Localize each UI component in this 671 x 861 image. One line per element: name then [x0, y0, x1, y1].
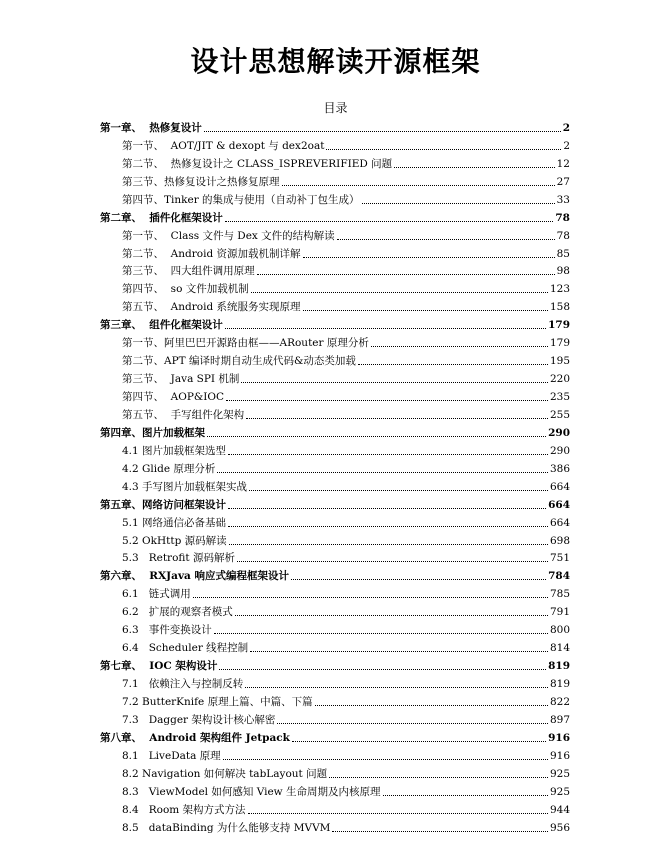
toc-entry-label: 第四章、图片加载框架 [100, 426, 205, 439]
toc-entry-label: 5.2 OkHttp 源码解读 [122, 534, 227, 547]
toc-entry-page: 27 [556, 175, 570, 188]
toc-entry-label: 第二章、 插件化框架设计 [100, 211, 223, 224]
toc-entry-label: 第二节、 热修复设计之 CLASS_ISPREVERIFIED 问题 [122, 157, 393, 170]
toc-entry-label: 第八章、 Android 架构组件 Jetpack [100, 731, 290, 744]
toc-chapter-entry[interactable] [100, 727, 570, 745]
toc-entry-page: 698 [549, 534, 570, 547]
toc-entry-label: 4.3 手写图片加载框架实战 [122, 480, 248, 493]
toc-section-entry[interactable] [100, 763, 570, 781]
toc-entry-label: 6.4 Scheduler 线程控制 [122, 642, 249, 655]
toc-entry-label: 第四节、Tinker 的集成与使用（自动补丁包生成） [122, 193, 360, 206]
toc-entry-label: 8.5 dataBinding 为什么能够支持 MVVM [122, 821, 331, 834]
toc-entry-page: 814 [549, 642, 570, 655]
toc-section-entry[interactable] [100, 440, 570, 458]
dot-leader [362, 203, 555, 204]
toc-section-entry[interactable] [100, 332, 570, 350]
table-of-contents [100, 117, 570, 835]
dot-leader [292, 741, 546, 742]
toc-entry-page: 800 [549, 624, 570, 637]
toc-entry-page: 33 [556, 193, 570, 206]
toc-section-entry[interactable] [100, 243, 570, 261]
toc-entry-page: 78 [555, 211, 570, 224]
toc-entry-label: 第五节、 手写组件化架构 [122, 408, 245, 421]
toc-entry-label: 第三章、 组件化框架设计 [100, 319, 223, 332]
toc-entry-page: 12 [556, 157, 570, 170]
dot-leader [204, 131, 561, 132]
toc-section-entry[interactable] [100, 386, 570, 404]
toc-section-entry[interactable] [100, 153, 570, 171]
toc-section-entry[interactable] [100, 601, 570, 619]
dot-leader [219, 669, 546, 670]
toc-entry-label: 第一节、 Class 文件与 Dex 文件的结构解读 [122, 229, 335, 242]
toc-entry-label: 第二节、 Android 资源加载机制详解 [122, 247, 301, 260]
toc-section-entry[interactable] [100, 350, 570, 368]
dot-leader [303, 257, 555, 258]
toc-section-entry[interactable] [100, 512, 570, 530]
toc-entry-label: 第二节、APT 编译时期自动生成代码&动态类加载 [122, 355, 356, 368]
toc-chapter-entry[interactable] [100, 422, 570, 440]
toc-entry-page: 2 [563, 139, 570, 152]
dot-leader [332, 831, 548, 832]
toc-section-entry[interactable] [100, 368, 570, 386]
toc-entry-page: 179 [549, 337, 570, 350]
toc-entry-page: 916 [548, 731, 570, 744]
dot-leader [228, 526, 548, 527]
dot-leader [303, 310, 548, 311]
toc-entry-page: 255 [549, 408, 570, 421]
toc-section-entry[interactable] [100, 225, 570, 243]
toc-section-entry[interactable] [100, 637, 570, 655]
toc-section-entry[interactable] [100, 404, 570, 422]
toc-chapter-entry[interactable] [100, 117, 570, 135]
toc-section-entry[interactable] [100, 673, 570, 691]
toc-entry-page: 925 [549, 785, 570, 798]
toc-entry-page: 98 [556, 265, 570, 278]
toc-entry-page: 664 [549, 480, 570, 493]
toc-entry-page: 78 [556, 229, 570, 242]
dot-leader [246, 418, 548, 419]
dot-leader [250, 651, 548, 652]
toc-entry-label: 第三节、 Java SPI 机制 [122, 373, 240, 386]
dot-leader [282, 185, 555, 186]
dot-leader [249, 490, 548, 491]
toc-section-entry[interactable] [100, 691, 570, 709]
toc-entry-page: 290 [548, 426, 570, 439]
toc-section-entry[interactable] [100, 476, 570, 494]
toc-chapter-entry[interactable] [100, 207, 570, 225]
toc-entry-page: 158 [549, 301, 570, 314]
toc-entry-page: 235 [549, 391, 570, 403]
toc-entry-page: 791 [549, 606, 570, 619]
toc-section-entry[interactable] [100, 278, 570, 296]
toc-entry-label: 8.4 Room 架构方式方法 [122, 803, 246, 816]
dot-leader [228, 508, 546, 509]
toc-entry-page: 179 [548, 319, 570, 332]
dot-leader [291, 579, 546, 580]
toc-section-entry[interactable] [100, 189, 570, 207]
dot-leader [214, 633, 548, 634]
dot-leader [241, 382, 548, 383]
toc-entry-page: 386 [549, 462, 570, 475]
toc-entry-page: 784 [548, 570, 570, 583]
dot-leader [394, 167, 554, 168]
toc-entry-page: 85 [556, 247, 570, 260]
dot-leader [315, 705, 548, 706]
dot-leader [248, 813, 548, 814]
toc-chapter-entry[interactable] [100, 314, 570, 332]
toc-entry-label: 第五节、 Android 系统服务实现原理 [122, 301, 301, 314]
dot-leader [235, 615, 548, 616]
dot-leader [383, 795, 548, 796]
toc-section-entry[interactable] [100, 261, 570, 279]
toc-entry-page: 664 [549, 516, 570, 529]
toc-section-entry[interactable] [100, 530, 570, 548]
toc-entry-label: 第四节、 so 文件加载机制 [122, 283, 249, 296]
dot-leader [245, 687, 548, 688]
toc-entry-label: 第六章、 RXJava 响应式编程框架设计 [100, 570, 290, 583]
toc-entry-label: 第五章、网络访问框架设计 [100, 498, 226, 511]
dot-leader [251, 292, 548, 293]
toc-entry-label: 第一章、 热修复设计 [100, 121, 202, 134]
toc-section-entry[interactable] [100, 709, 570, 727]
toc-entry-page: 751 [549, 552, 570, 565]
toc-entry-page: 819 [549, 678, 570, 690]
toc-entry-page: 944 [549, 803, 570, 816]
toc-entry-label: 第三节、 四大组件调用原理 [122, 265, 255, 278]
dot-leader [207, 436, 546, 437]
toc-section-entry[interactable] [100, 799, 570, 817]
toc-entry-label: 4.1 图片加载框架选型 [122, 444, 227, 457]
toc-entry-label: 第一节、 AOT/JIT & dexopt 与 dex2oat [122, 139, 325, 152]
toc-section-entry[interactable] [100, 781, 570, 799]
toc-section-entry[interactable] [100, 548, 570, 566]
toc-heading: 目录 [323, 101, 348, 115]
document-title: 设计思想解读开源框架 [190, 45, 481, 78]
toc-entry-page: 123 [549, 283, 570, 296]
toc-entry-page: 220 [549, 373, 570, 386]
toc-entry-page: 916 [549, 749, 570, 762]
toc-section-entry[interactable] [100, 296, 570, 314]
dot-leader [229, 544, 548, 545]
toc-entry-label: 8.3 ViewModel 如何感知 View 生命周期及内核原理 [122, 785, 381, 798]
toc-entry-label: 8.1 LiveData 原理 [122, 749, 221, 762]
toc-entry-page: 897 [549, 713, 570, 726]
dot-leader [358, 364, 548, 365]
toc-entry-label: 5.1 网络通信必备基础 [122, 516, 227, 529]
dot-leader [225, 328, 546, 329]
toc-section-entry[interactable] [100, 458, 570, 476]
toc-entry-label: 7.1 依赖注入与控制反转 [122, 678, 244, 690]
toc-entry-label: 7.2 ButterKnife 原理上篇、中篇、下篇 [122, 695, 313, 708]
dot-leader [237, 561, 548, 562]
toc-entry-label: 7.3 Dagger 架构设计核心解密 [122, 713, 276, 726]
toc-entry-label: 8.2 Navigation 如何解决 tabLayout 问题 [122, 767, 328, 780]
toc-entry-page: 822 [549, 695, 570, 708]
toc-entry-page: 925 [549, 767, 570, 780]
toc-section-entry[interactable] [100, 583, 570, 601]
dot-leader [329, 777, 548, 778]
dot-leader [228, 454, 548, 455]
toc-section-entry[interactable] [100, 619, 570, 637]
toc-section-entry[interactable] [100, 817, 570, 835]
dot-leader [223, 759, 548, 760]
toc-entry-page: 290 [549, 444, 570, 457]
toc-chapter-entry[interactable] [100, 565, 570, 583]
toc-section-entry[interactable] [100, 135, 570, 153]
dot-leader [337, 239, 555, 240]
toc-section-entry[interactable] [100, 171, 570, 189]
toc-entry-label: 6.3 事件变换设计 [122, 624, 212, 637]
dot-leader [326, 149, 561, 150]
toc-entry-label: 6.2 扩展的观察者模式 [122, 606, 233, 619]
toc-chapter-entry[interactable] [100, 655, 570, 673]
toc-entry-page: 2 [562, 121, 570, 134]
toc-entry-page: 195 [549, 355, 570, 368]
toc-section-entry[interactable] [100, 745, 570, 763]
dot-leader [371, 346, 548, 347]
toc-entry-page: 664 [548, 498, 570, 511]
toc-entry-page: 819 [548, 660, 570, 673]
toc-entry-label: 第七章、 IOC 架构设计 [100, 660, 218, 673]
dot-leader [217, 472, 548, 473]
dot-leader [225, 221, 554, 222]
toc-entry-page: 785 [549, 588, 570, 601]
dot-leader [226, 400, 548, 401]
dot-leader [193, 597, 548, 598]
dot-leader [277, 723, 548, 724]
toc-entry-label: 6.1 链式调用 [122, 588, 191, 601]
toc-chapter-entry[interactable] [100, 494, 570, 512]
toc-entry-label: 第一节、阿里巴巴开源路由框——ARouter 原理分析 [122, 337, 369, 350]
toc-entry-label: 第四节、 AOP&IOC [122, 391, 225, 403]
toc-entry-label: 第三节、热修复设计之热修复原理 [122, 175, 280, 188]
toc-entry-label: 5.3 Retrofit 源码解析 [122, 552, 235, 565]
dot-leader [257, 274, 555, 275]
toc-entry-page: 956 [549, 821, 570, 834]
toc-entry-label: 4.2 Glide 原理分析 [122, 462, 216, 475]
